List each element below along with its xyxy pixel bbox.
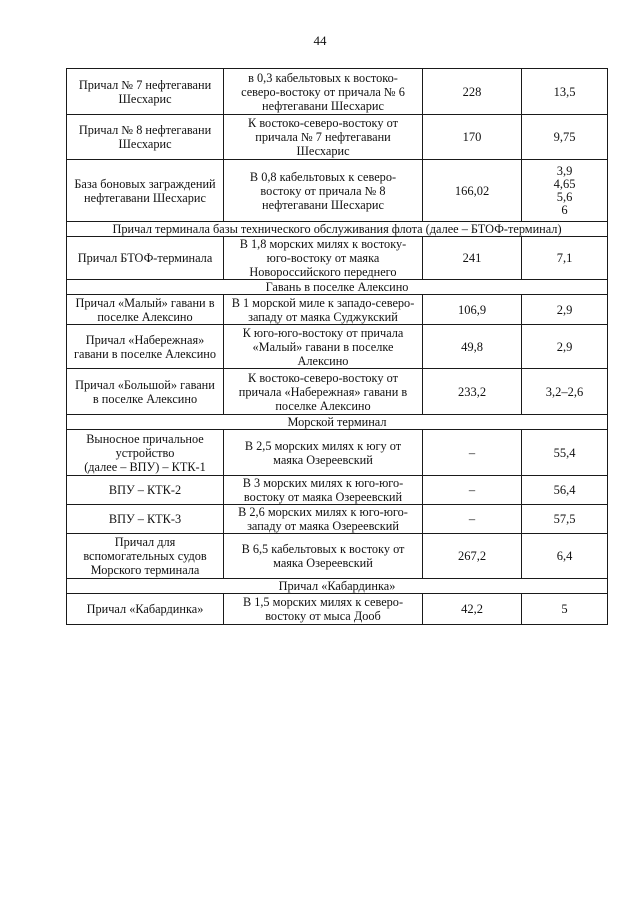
berth-location-cell-line: Шесхарис xyxy=(296,144,350,158)
berth-depth-cell-line: 3,2–2,6 xyxy=(545,384,584,399)
berth-depth-cell xyxy=(522,115,608,160)
berth-name-cell-line: ВПУ – КТК-2 xyxy=(108,483,182,497)
berth-name-cell-line: устройство xyxy=(115,445,175,460)
berth-name-cell-line: Шесхарис xyxy=(118,91,172,106)
berth-location-cell-line: поселке Алексино xyxy=(275,398,371,413)
berth-location-cell-line: В 0,8 кабельтовых к северо- xyxy=(249,169,397,184)
berth-depth-cell xyxy=(522,160,608,222)
section-title: Гавань в поселке Алексино xyxy=(67,280,608,295)
berth-name-cell-line: в поселке Алексино xyxy=(92,391,198,406)
table-row xyxy=(67,325,608,369)
berth-name-cell xyxy=(67,160,224,222)
berth-location-cell xyxy=(224,325,423,369)
section-header-row xyxy=(67,280,608,295)
berth-depth-cell-line: 9,75 xyxy=(553,130,576,144)
berth-name-cell-line: Причал «Кабардинка» xyxy=(86,602,204,616)
table-row xyxy=(67,115,608,160)
berth-depth-cell-line: 56,4 xyxy=(553,483,576,497)
berth-name-cell xyxy=(67,69,224,115)
berth-location-cell-line: востоку от причала № 8 xyxy=(260,183,386,198)
berth-length-cell: 170 xyxy=(423,115,522,160)
berth-depth-cell-line: 55,4 xyxy=(553,445,576,460)
section-title: Причал терминала базы технического обслуживания флота (далее – БТОФ-терминал) xyxy=(67,222,608,237)
berth-depth-cell xyxy=(522,430,608,476)
berth-location-cell-line: маяка Озереевский xyxy=(273,556,373,570)
table-row xyxy=(67,69,608,115)
berth-depth-cell xyxy=(522,594,608,625)
berth-location-cell xyxy=(224,594,423,625)
section-header-row xyxy=(67,415,608,430)
berth-location-cell-line: маяка Озереевский xyxy=(273,452,373,467)
table-row xyxy=(67,430,608,476)
berth-location-cell-line: К востоко-северо-востоку от xyxy=(248,116,398,130)
berth-name-cell-line: ВПУ – КТК-3 xyxy=(108,512,182,526)
page-number: 44 xyxy=(313,33,327,48)
berth-length-cell: – xyxy=(423,476,522,505)
berth-depth-cell-line: 2,9 xyxy=(556,302,573,317)
berth-depth-cell xyxy=(522,237,608,280)
berth-location-cell-line: юго-востоку от маяка xyxy=(266,251,380,265)
berth-name-cell-line: Причал № 8 нефтегавани xyxy=(78,123,212,137)
berth-name-cell xyxy=(67,295,224,325)
berth-depth-cell xyxy=(522,295,608,325)
berth-length-cell: – xyxy=(423,505,522,534)
table-row xyxy=(67,534,608,579)
berth-length-cell: 42,2 xyxy=(423,594,522,625)
berth-name-cell-line: Выносное причальное xyxy=(86,431,204,446)
berth-location-cell-line: К востоко-северо-востоку от xyxy=(248,370,398,385)
berth-depth-cell-line: 2,9 xyxy=(556,339,573,354)
berth-depth-cell-line: 57,5 xyxy=(553,512,576,526)
berth-name-cell-line: База боновых заграждений xyxy=(74,176,216,191)
berth-name-cell xyxy=(67,594,224,625)
berth-depth-cell xyxy=(522,505,608,534)
berth-location-cell-line: причала «Набережная» гавани в xyxy=(238,384,408,399)
berth-location-cell xyxy=(224,69,423,115)
berth-location-cell xyxy=(224,115,423,160)
berth-location-cell-line: в 0,3 кабельтовых к востоко- xyxy=(248,70,398,85)
berth-depth-cell-line: 5 xyxy=(561,602,568,616)
berth-length-cell: 267,2 xyxy=(423,534,522,579)
berth-location-cell-line: востоку от маяка Озереевский xyxy=(243,490,403,504)
berth-name-cell xyxy=(67,325,224,369)
berth-location-cell-line: В 2,6 морских милях к юго-юго- xyxy=(238,505,408,519)
berth-name-cell-line: Причал № 7 нефтегавани xyxy=(78,77,212,92)
berth-depth-cell-line: 5,6 xyxy=(556,189,573,204)
berth-name-cell-line: гавани в поселке Алексино xyxy=(73,346,217,361)
berth-location-cell xyxy=(224,534,423,579)
berth-location-cell-line: В 3 морских милях к юго-юго- xyxy=(242,476,404,490)
berth-name-cell xyxy=(67,430,224,476)
berth-location-cell xyxy=(224,237,423,280)
table-row xyxy=(67,369,608,415)
table-row xyxy=(67,160,608,222)
berth-location-cell xyxy=(224,430,423,476)
berth-depth-cell-line: 13,5 xyxy=(553,84,576,99)
berth-location-cell-line: нефтегавани Шесхарис xyxy=(262,197,384,212)
section-title: Причал «Кабардинка» xyxy=(67,579,608,594)
berth-location-cell-line: западу от маяка Озереевский xyxy=(247,519,399,533)
berth-location-cell xyxy=(224,295,423,325)
berth-depth-cell xyxy=(522,476,608,505)
table-row xyxy=(67,295,608,325)
berth-depth-cell xyxy=(522,534,608,579)
berth-location-cell-line: В 1,5 морских милях к северо- xyxy=(242,595,404,609)
berth-name-cell-line: Причал БТОФ-терминала xyxy=(77,251,213,265)
berth-location-cell-line: северо-востоку от причала № 6 xyxy=(241,84,405,99)
berth-location-cell xyxy=(224,160,423,222)
berth-name-cell xyxy=(67,534,224,579)
berth-location-cell-line: Новороссийского переднего xyxy=(249,265,397,279)
berth-name-cell-line: вспомогательных судов xyxy=(83,549,207,563)
berth-depth-cell xyxy=(522,69,608,115)
table-row xyxy=(67,594,608,625)
berth-depth-cell xyxy=(522,325,608,369)
berth-name-cell-line: нефтегавани Шесхарис xyxy=(84,190,206,205)
berth-name-cell-line: Причал «Малый» гавани в xyxy=(75,295,215,310)
berth-name-cell xyxy=(67,369,224,415)
berth-length-cell: 233,2 xyxy=(423,369,522,415)
berth-location-cell-line: К юго-юго-востоку от причала xyxy=(242,325,404,340)
berth-depth-cell-line: 3,9 xyxy=(556,163,573,178)
berth-location-cell-line: Алексино xyxy=(297,353,349,368)
berth-name-cell xyxy=(67,115,224,160)
berth-location-cell xyxy=(224,476,423,505)
berth-location-cell-line: «Малый» гавани в поселке xyxy=(252,339,394,354)
berth-length-cell: 241 xyxy=(423,237,522,280)
berth-location-cell-line: причала № 7 нефтегавани xyxy=(255,130,391,144)
berth-name-cell-line: поселке Алексино xyxy=(97,309,193,324)
table-row xyxy=(67,505,608,534)
berth-location-cell-line: В 6,5 кабельтовых к востоку от xyxy=(241,542,405,556)
berth-depth-cell xyxy=(522,369,608,415)
berth-location-cell xyxy=(224,505,423,534)
berth-location-cell xyxy=(224,369,423,415)
berth-location-cell-line: западу от маяка Суджукский xyxy=(248,309,398,324)
berth-length-cell: – xyxy=(423,430,522,476)
table-row xyxy=(67,237,608,280)
berth-length-cell: 166,02 xyxy=(423,160,522,222)
berth-depth-cell-line: 6 xyxy=(561,202,568,217)
berth-location-cell-line: В 1 морской миле к западо-северо- xyxy=(231,295,415,310)
berth-name-cell-line: Морского терминала xyxy=(90,563,200,577)
table-row xyxy=(67,476,608,505)
berth-location-cell-line: В 2,5 морских милях к югу от xyxy=(244,438,402,453)
berth-name-cell-line: Причал для xyxy=(114,535,176,549)
berth-depth-cell-line: 6,4 xyxy=(556,549,573,563)
section-header-row xyxy=(67,222,608,237)
berth-depth-cell-line: 7,1 xyxy=(556,251,573,265)
berth-location-cell-line: нефтегавани Шесхарис xyxy=(262,98,384,113)
berth-length-cell: 106,9 xyxy=(423,295,522,325)
berth-name-cell xyxy=(67,237,224,280)
section-title: Морской терминал xyxy=(67,415,608,430)
section-header-row xyxy=(67,579,608,594)
berth-length-cell: 228 xyxy=(423,69,522,115)
berth-length-cell: 49,8 xyxy=(423,325,522,369)
berth-location-cell-line: В 1,8 морских милях к востоку- xyxy=(239,237,407,251)
berth-name-cell-line: Причал «Набережная» xyxy=(85,332,205,347)
berth-name-cell-line: (далее – ВПУ) – КТК-1 xyxy=(84,459,206,474)
berth-name-cell-line: Шесхарис xyxy=(118,137,172,151)
berth-name-cell-line: Причал «Большой» гавани xyxy=(75,377,215,392)
berth-depth-cell-line: 4,65 xyxy=(553,176,576,191)
berth-name-cell xyxy=(67,476,224,505)
berths-table-body xyxy=(67,69,608,625)
berths-table xyxy=(66,68,608,625)
berth-location-cell-line: востоку от мыса Дооб xyxy=(265,609,381,623)
berth-name-cell xyxy=(67,505,224,534)
